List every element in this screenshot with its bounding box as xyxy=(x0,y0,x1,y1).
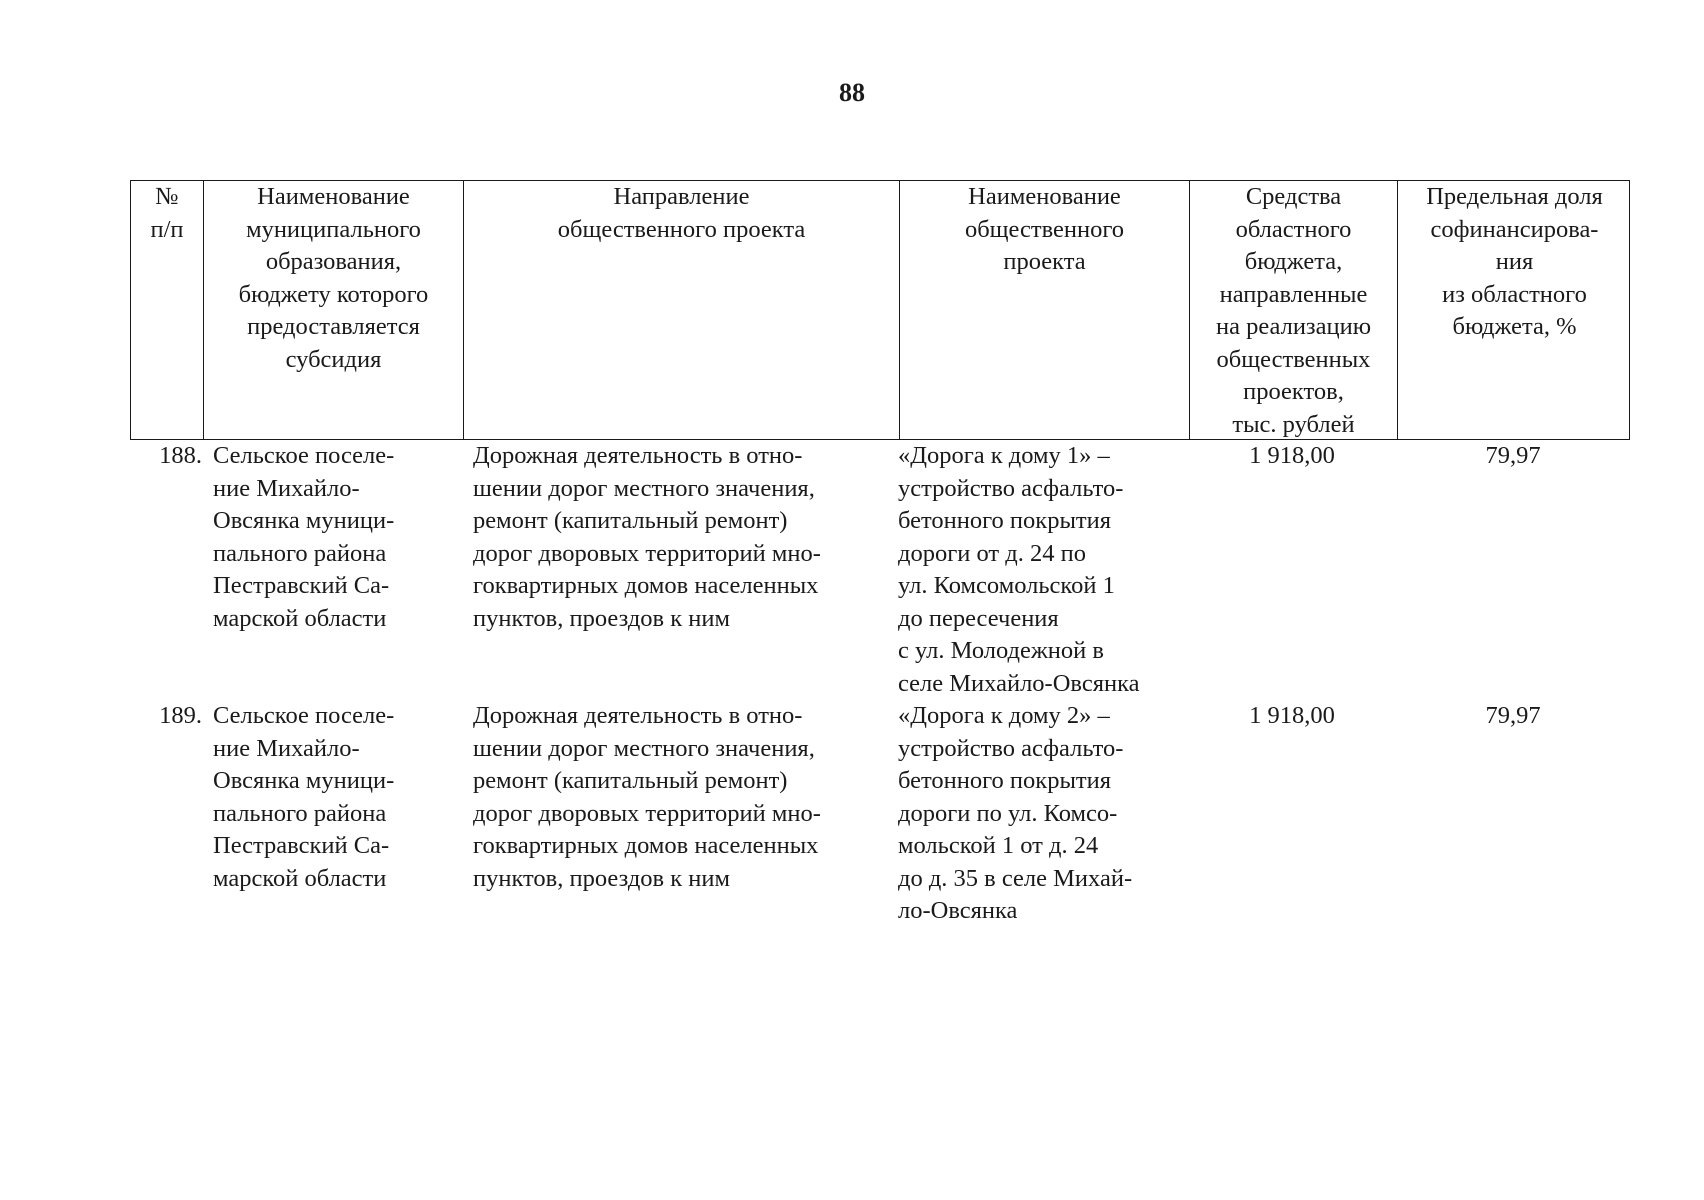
page-number: 88 xyxy=(839,78,865,107)
cell-line: до д. 35 в селе Михай- xyxy=(898,864,1133,892)
cell-line: Пестравский Са- xyxy=(213,572,390,599)
cell-line: шении дорог местного значения, xyxy=(473,474,815,502)
header-project-name xyxy=(899,181,1189,439)
cell-line: ло-Овсянка xyxy=(898,897,1018,924)
header-direction xyxy=(463,181,899,439)
header-line: проекта xyxy=(1003,248,1086,275)
row-share: 79,97 xyxy=(1485,702,1541,729)
header-line: областного xyxy=(1235,215,1352,243)
row-direction xyxy=(473,700,821,895)
header-line: Предельная доля xyxy=(1426,183,1603,210)
cell-line: «Дорога к дому 2» – xyxy=(898,702,1110,729)
header-municipality xyxy=(203,181,463,439)
header-line: бюджета, xyxy=(1244,248,1343,275)
cell-line: пунктов, проездов к ним xyxy=(473,864,730,892)
cell-line: бетонного покрытия xyxy=(898,767,1111,794)
table-row xyxy=(130,700,1630,940)
header-line: Направление xyxy=(613,183,750,210)
table-row xyxy=(130,440,1630,700)
row-project-name xyxy=(898,440,1140,700)
header-line: образования, xyxy=(265,248,402,275)
cell-line: ние Михайло- xyxy=(213,734,360,762)
header-line: Наименование xyxy=(257,183,410,210)
header-line: из областного xyxy=(1442,280,1587,308)
header-line: проектов, xyxy=(1243,378,1344,405)
header-share xyxy=(1397,181,1631,439)
cell-line: Пестравский Са- xyxy=(213,832,390,859)
header-line: предоставляется xyxy=(247,313,420,340)
cell-line: марской области xyxy=(213,864,387,892)
header-line: софинансирова- xyxy=(1430,215,1599,243)
cell-line: Сельское поселе- xyxy=(213,702,395,729)
cell-line: гоквартирных домов населенных xyxy=(473,572,819,599)
cell-line: Дорожная деятельность в отно- xyxy=(473,702,803,729)
cell-line: Дорожная деятельность в отно- xyxy=(473,442,803,469)
cell-line: «Дорога к дому 1» – xyxy=(898,442,1110,469)
table-header xyxy=(130,180,1630,440)
header-line: направленные xyxy=(1219,280,1368,308)
cell-line: с ул. Молодежной в xyxy=(898,637,1104,664)
header-number xyxy=(131,181,203,439)
cell-line: гоквартирных домов населенных xyxy=(473,832,819,859)
header-funds xyxy=(1189,181,1397,439)
cell-line: ремонт (капитальный ремонт) xyxy=(473,507,788,534)
cell-line: ние Михайло- xyxy=(213,474,360,502)
row-municipality xyxy=(213,700,394,895)
row-number: 189. xyxy=(159,702,202,729)
cell-line: до пересечения xyxy=(898,604,1059,632)
header-line: бюджета, % xyxy=(1452,313,1577,340)
subsidy-table xyxy=(130,180,1630,940)
cell-line: пального района xyxy=(213,539,387,567)
cell-line: ул. Комсомольской 1 xyxy=(898,572,1115,599)
header-line: общественного xyxy=(964,215,1125,243)
cell-line: дорог дворовых территорий мно- xyxy=(473,539,821,567)
cell-line: устройство асфальто- xyxy=(898,734,1124,762)
cell-line: марской области xyxy=(213,604,387,632)
header-line: ния xyxy=(1495,248,1534,275)
cell-line: ремонт (капитальный ремонт) xyxy=(473,767,788,794)
cell-line: селе Михайло-Овсянка xyxy=(898,669,1140,697)
cell-line: шении дорог местного значения, xyxy=(473,734,815,762)
cell-line: мольской 1 от д. 24 xyxy=(898,832,1099,859)
header-line: Средства xyxy=(1245,183,1342,210)
row-share: 79,97 xyxy=(1485,442,1541,469)
cell-line: дороги от д. 24 по xyxy=(898,539,1086,567)
cell-line: пального района xyxy=(213,799,387,827)
cell-line: Овсянка муници- xyxy=(213,507,395,534)
cell-line: устройство асфальто- xyxy=(898,474,1124,502)
header-line: № xyxy=(155,183,179,210)
cell-line: дороги по ул. Комсо- xyxy=(898,799,1118,827)
row-number: 188. xyxy=(159,442,202,469)
row-municipality xyxy=(213,440,394,635)
header-line: п/п xyxy=(150,215,184,243)
header-line: тыс. рублей xyxy=(1232,410,1355,438)
cell-line: пунктов, проездов к ним xyxy=(473,604,730,632)
row-project-name xyxy=(898,700,1132,928)
header-line: общественного проекта xyxy=(557,215,806,243)
cell-line: Сельское поселе- xyxy=(213,442,395,469)
row-direction xyxy=(473,440,821,635)
cell-line: Овсянка муници- xyxy=(213,767,395,794)
header-line: бюджету которого xyxy=(238,280,429,308)
header-line: общественных xyxy=(1216,345,1371,373)
row-funds: 1 918,00 xyxy=(1249,702,1335,729)
cell-line: бетонного покрытия xyxy=(898,507,1111,534)
header-line: субсидия xyxy=(285,345,382,373)
cell-line: дорог дворовых территорий мно- xyxy=(473,799,821,827)
header-line: Наименование xyxy=(968,183,1121,210)
row-funds: 1 918,00 xyxy=(1249,442,1335,469)
header-line: муниципального xyxy=(246,215,421,243)
header-line: на реализацию xyxy=(1215,313,1372,340)
